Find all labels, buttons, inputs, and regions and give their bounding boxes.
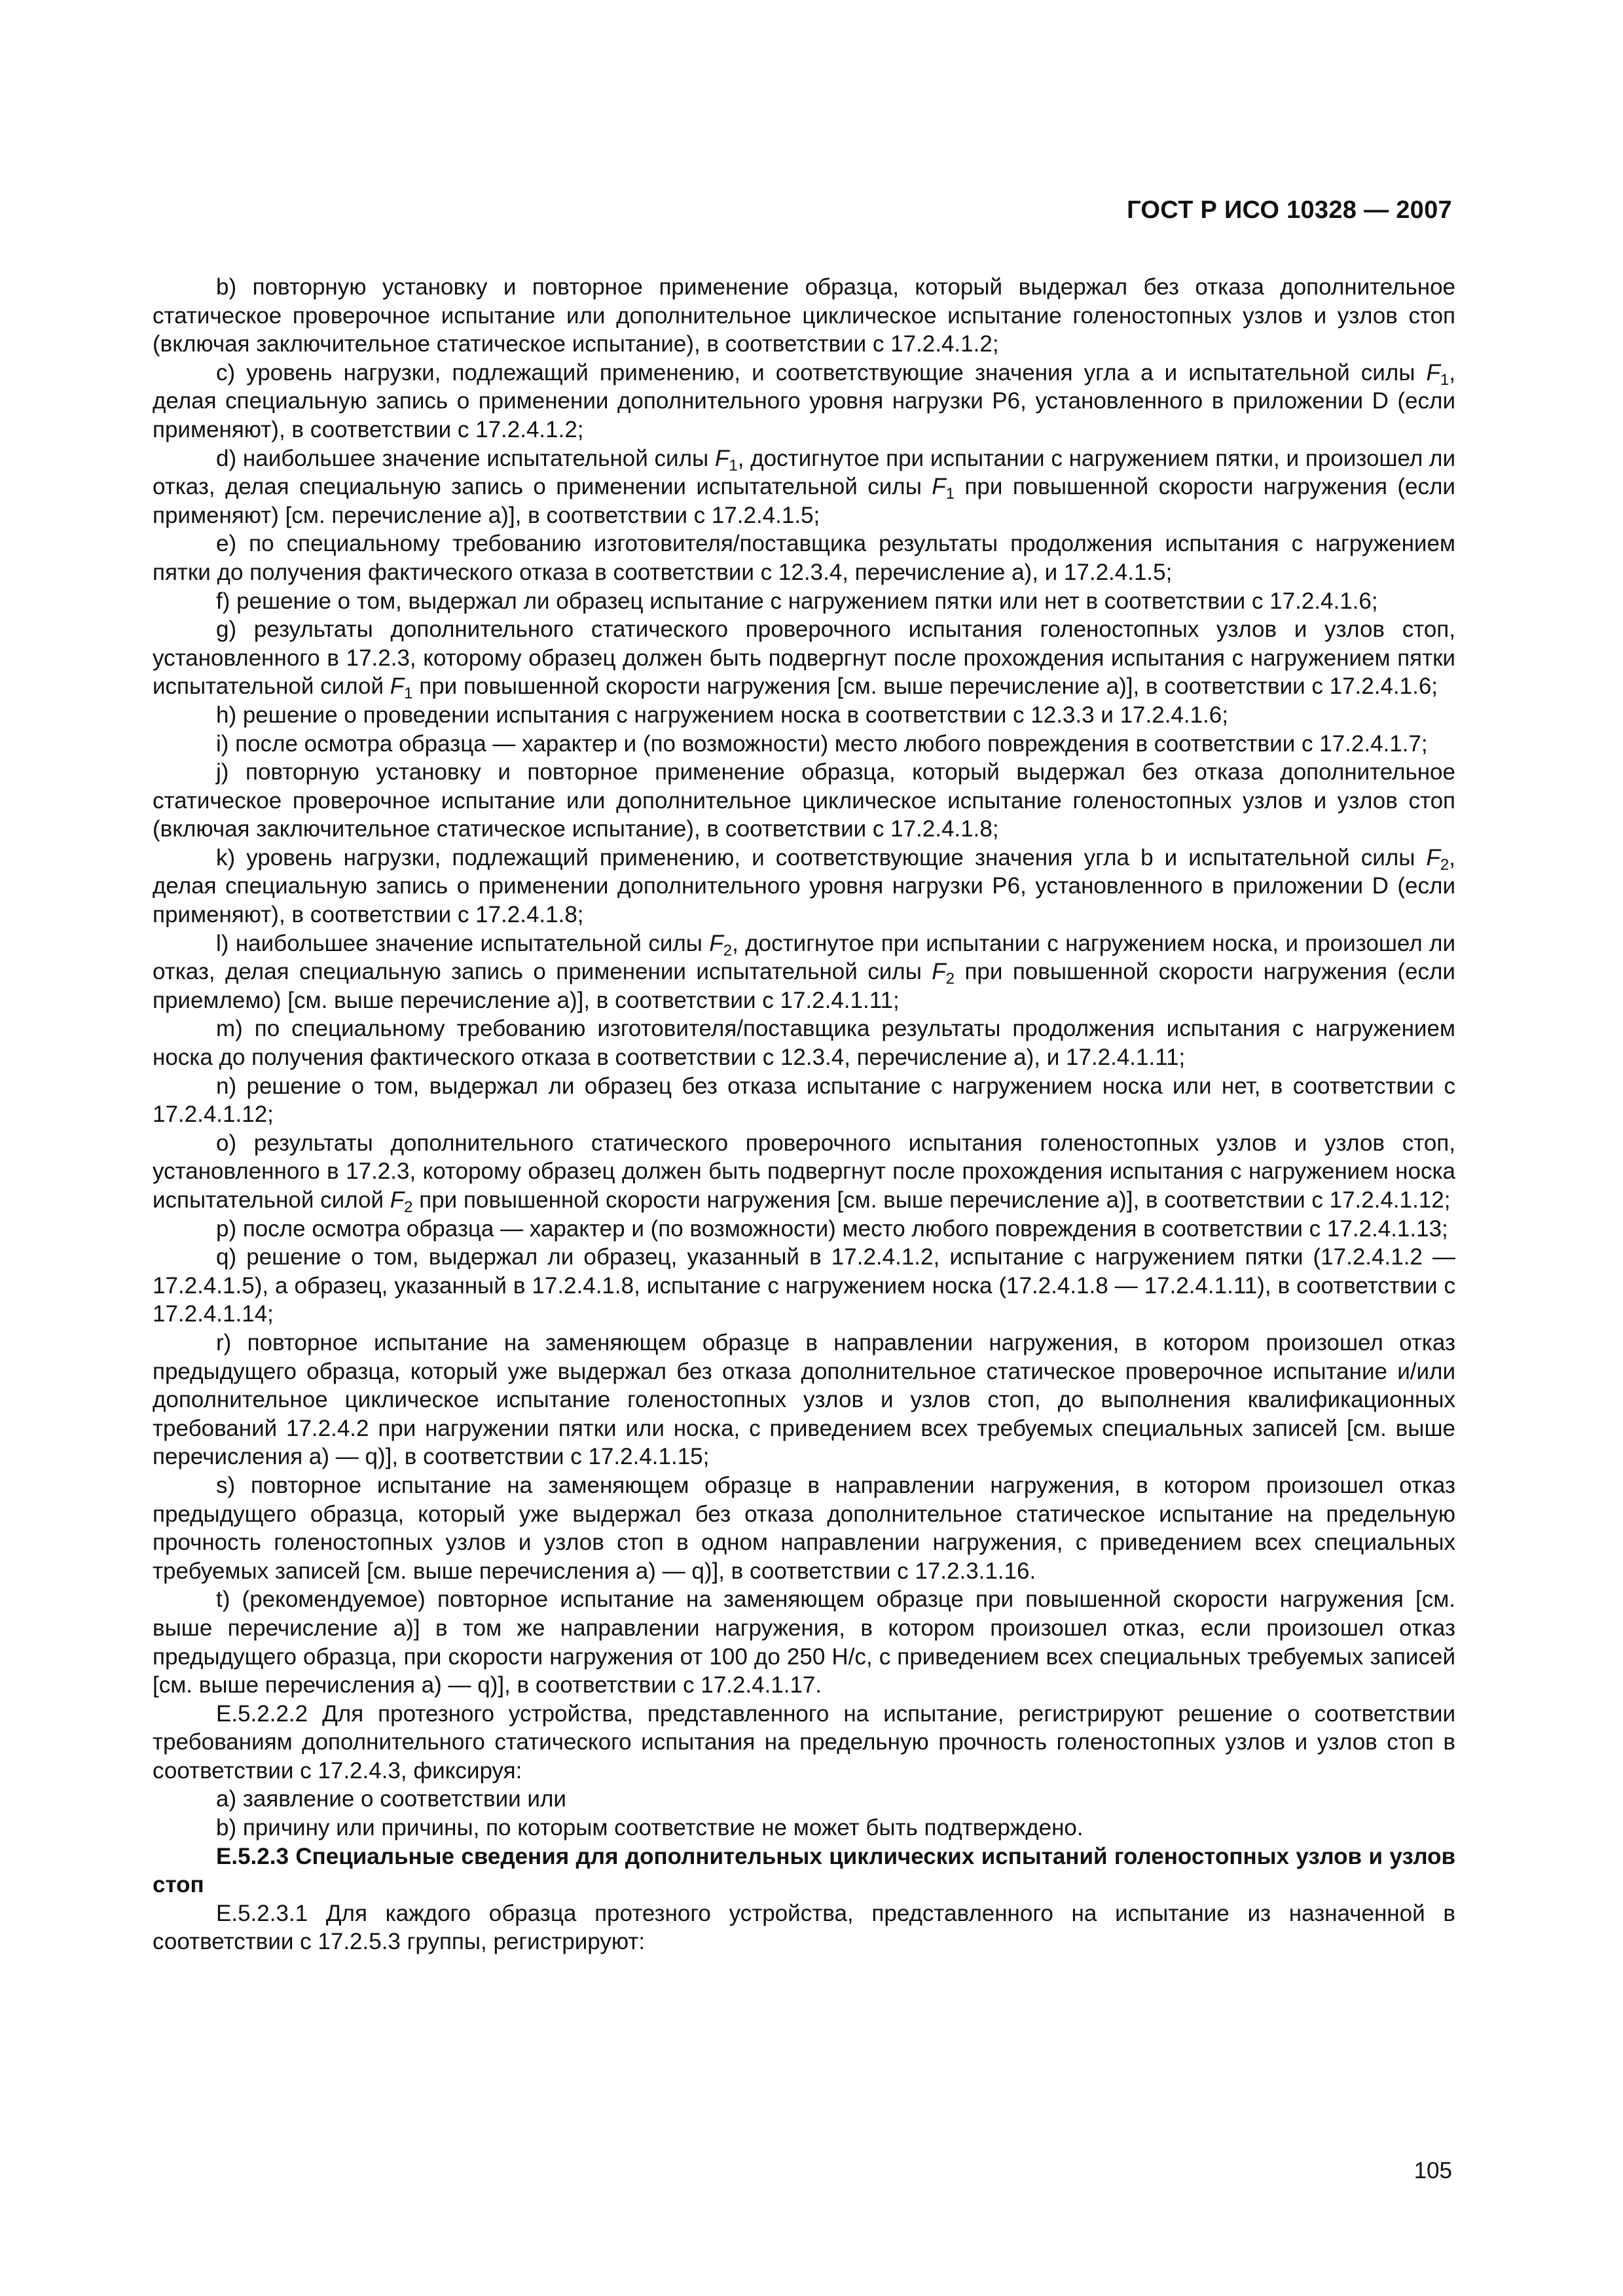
- list-item-j: j) повторную установку и повторное применение образца, который выдержал без отказа дополнительное статическое проверочное испытание или дополнительное циклическое испытание голеностопных узлов и узлов стоп (включая заключительное статическое испытание), в соответствии с 17.2.4.1.8;: [153, 759, 1455, 842]
- list-item-i: i) после осмотра образца — характер и (по возможности) место любого повреждения в соответствии с 17.2.4.1.7;: [216, 730, 1428, 757]
- list-item-r: r) повторное испытание на заменяющем образце в направлении нагружения, в котором произошел отказ предыдущего образца, который уже выдержал без отказа дополнительное статическое проверочное испытание и/или дополнительное циклическое испытание голеностопных узлов и узлов стоп, до выполнения квалификационных требований 17.2.4.2 при нагружении пятки или носка, с приведением всех требуемых специальных записей [см. выше перечисления а) — q)], в соответствии с 17.2.4.1.15;: [153, 1329, 1455, 1470]
- list-item-l: l) наибольшее значение испытательной силы $F_2$, достигнутое при испытании с нагружением носка, и произошел ли отказ, делая специальную запись о применении испытательной силы $F_2$ при повышенной скорости нагружения (если приемлемо) [см. выше перечисление а)], в соответствии с 17.2.4.1.11;: [153, 930, 1455, 1013]
- list-item-a: а) заявление о соответствии или: [216, 1786, 566, 1812]
- list-item-f: f) решение о том, выдержал ли образец испытание с нагружением пятки или нет в соответствии с 17.2.4.1.6;: [216, 588, 1378, 614]
- list-item-h: h) решение о проведении испытания с нагружением носка в соответствии с 12.3.3 и 17.2.4.1.6;: [216, 702, 1228, 728]
- list-item-e: е) по специальному требованию изготовителя/поставщика результаты продолжения испытания с нагружением пятки до получения фактического отказа в соответствии с 12.3.4, перечисление а), и 17.2.4.1.5;: [153, 531, 1455, 585]
- list-item-o: о) результаты дополнительного статического проверочного испытания голеностопных узлов и узлов стоп, установленного в 17.2.3, которому образец должен быть подвергнут после прохождения испытания с нагружением носка испытательной силой $F_2$ при повышенной скорости нагружения [см. выше перечисление а)], в соответствии с 17.2.4.1.12;: [153, 1130, 1455, 1216]
- list-item-b2: b) причину или причины, по которым соответствие не может быть подтверждено.: [216, 1815, 1084, 1841]
- clause-e5222: Е.5.2.2.2 Для протезного устройства, представленного на испытание, регистрируют решение о соответствии требованиям дополнительного статического испытания на предельную прочность голеностопных узлов и узлов стоп в соответствии с 17.2.4.3, фиксируя:: [153, 1700, 1455, 1784]
- list-item-s: s) повторное испытание на заменяющем образце в направлении нагружения, в котором произошел отказ предыдущего образца, который уже выдержал без отказа дополнительное статическое испытание на предельную прочность голеностопных узлов и узлов стоп в одном направлении нагружения, с приведением всех специальных требуемых записей [см. выше перечисления а) — q)], в соответствии с 17.2.3.1.16.: [153, 1472, 1455, 1584]
- list-item-t: t) (рекомендуемое) повторное испытание на заменяющем образце при повышенной скорости нагружения [см. выше перечисление а)] в том же направлении нагружения, в котором произошел отказ, если произошел отказ предыдущего образца, при скорости нагружения от 100 до 250 Н/с, с приведением всех специальных требуемых записей [см. выше перечисления а) — q)], в соответствии с 17.2.4.1.17.: [153, 1587, 1455, 1698]
- list-item-d: d) наибольшее значение испытательной силы $F_1$, достигнутое при испытании с нагружением пятки, и произошел ли отказ, делая специальную запись о применении испытательной силы $F_1$ при повышенной скорости нагружения (если применяют) [см. перечисление а)], в соответствии с 17.2.4.1.5;: [153, 445, 1455, 528]
- list-item-p: р) после осмотра образца — характер и (по возможности) место любого повреждения в соответствии с 17.2.4.1.13;: [216, 1215, 1448, 1242]
- list-item-n: n) решение о том, выдержал ли образец без отказа испытание с нагружением носка или нет, в соответствии с 17.2.4.1.12;: [153, 1073, 1455, 1128]
- list-item-m: m) по специальному требованию изготовителя/поставщика результаты продолжения испытания с нагружением носка до получения фактического отказа в соответствии с 12.3.4, перечисление а), и 17.2.4.1.11;: [153, 1016, 1455, 1071]
- list-item-b: b) повторную установку и повторное применение образца, который выдержал без отказа дополнительное статическое проверочное испытание или дополнительное циклическое испытание голеностопных узлов и узлов стоп (включая заключительное статическое испытание), в соответствии с 17.2.4.1.2;: [153, 274, 1455, 357]
- document-body: [153, 273, 1455, 1956]
- list-item-q: q) решение о том, выдержал ли образец, указанный в 17.2.4.1.2, испытание с нагружением пятки (17.2.4.1.2 — 17.2.4.1.5), а образец, указанный в 17.2.4.1.8, испытание с нагружением носка (17.2.4.1.8 — 17.2.4.1.11), в соответствии с 17.2.4.1.14;: [153, 1244, 1455, 1327]
- section-heading-e523: Е.5.2.3 Специальные сведения для дополнительных циклических испытаний голеностопных узлов и узлов стоп: [153, 1843, 1455, 1898]
- document-header: ГОСТ Р ИСО 10328 — 2007: [1127, 196, 1452, 224]
- list-item-c: с) уровень нагрузки, подлежащий применению, и соответствующие значения угла a и испытательной силы $F_1$, делая специальную запись о применении дополнительного уровня нагрузки Р6, установленного в приложении D (если применяют), в соответствии с 17.2.4.1.2;: [153, 359, 1455, 442]
- clause-e5231: Е.5.2.3.1 Для каждого образца протезного устройства, представленного на испытание из назначенной в соответствии с 17.2.5.3 группы, регистрируют:: [153, 1900, 1455, 1955]
- list-item-k: k) уровень нагрузки, подлежащий применению, и соответствующие значения угла b и испытательной силы $F_2$, делая специальную запись о применении дополнительного уровня нагрузки Р6, установленного в приложении D (если применяют), в соответствии с 17.2.4.1.8;: [153, 844, 1455, 928]
- list-item-g: g) результаты дополнительного статического проверочного испытания голеностопных узлов и узлов стоп, установленного в 17.2.3, которому образец должен быть подвергнут после прохождения испытания с нагружением пятки испытательной силой $F_1$ при повышенной скорости нагружения [см. выше перечисление а)], в соответствии с 17.2.4.1.6;: [153, 617, 1455, 703]
- page-number: 105: [1413, 2158, 1452, 2183]
